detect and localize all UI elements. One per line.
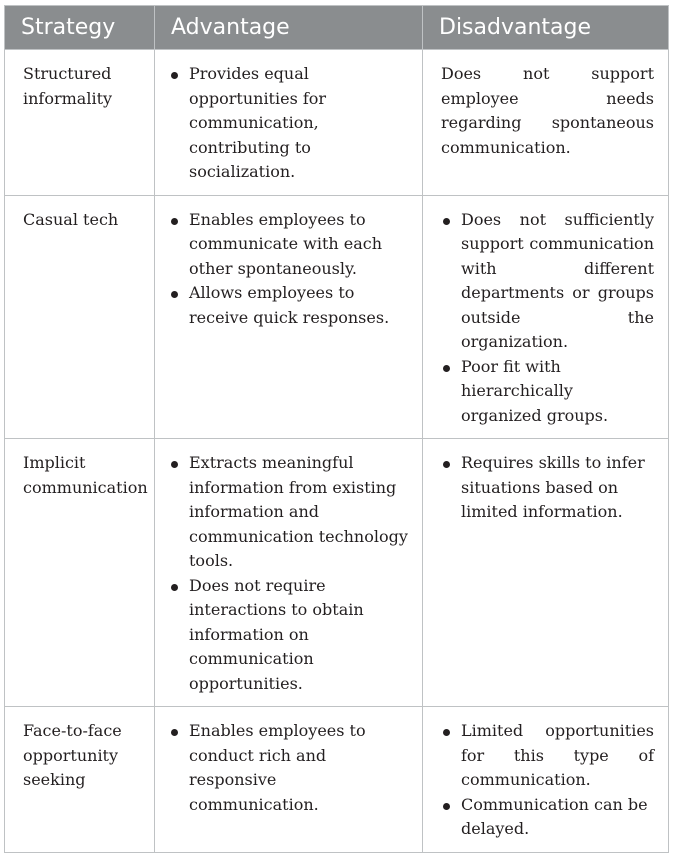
list-item: Enables employees to communicate with each other spontaneously.: [169, 208, 408, 282]
header-advantage: Advantage: [155, 6, 423, 50]
list-item: Communication can be delayed.: [441, 793, 654, 842]
table-row: [5, 707, 669, 853]
advantage-cell: [155, 195, 423, 439]
table-row: [5, 439, 669, 707]
list-item: Extracts meaningful information from existing information and communication technology tools.: [169, 451, 408, 574]
strategy-cell: Structured informality: [5, 50, 155, 196]
strategy-cell: Casual tech: [5, 195, 155, 439]
advantage-list: [169, 451, 408, 696]
list-item: Requires skills to infer situations based on limited information.: [441, 451, 654, 525]
disadvantage-list: [441, 719, 654, 842]
advantage-list: [169, 208, 408, 331]
advantage-list: [169, 719, 408, 817]
list-item: Allows employees to receive quick responses.: [169, 281, 408, 330]
header-row: [5, 6, 669, 50]
advantage-cell: [155, 50, 423, 196]
list-item: Enables employees to conduct rich and responsive communication.: [169, 719, 408, 817]
advantage-list: [169, 62, 408, 185]
disadvantage-cell: [423, 439, 669, 707]
header-disadvantage: Disadvantage: [423, 6, 669, 50]
strategy-cell: Face-to-face opportunity seeking: [5, 707, 155, 853]
list-item: Limited opportunities for this type of communication.: [441, 719, 654, 793]
advantage-cell: [155, 439, 423, 707]
strategy-cell: Implicit communication: [5, 439, 155, 707]
strategy-table: [4, 5, 669, 853]
list-item: Does not sufficiently support communication with different departments or groups outside the organization.: [441, 208, 654, 355]
table-row: [5, 50, 669, 196]
list-item: Poor fit with hierarchically organized groups.: [441, 355, 654, 429]
list-item: Provides equal opportunities for communication, contributing to socialization.: [169, 62, 408, 185]
disadvantage-cell: [423, 707, 669, 853]
disadvantage-cell: Does not support employee needs regarding spontaneous communication.: [423, 50, 669, 196]
list-item: Does not require interactions to obtain information on communication opportunities.: [169, 574, 408, 697]
header-strategy: Strategy: [5, 6, 155, 50]
disadvantage-list: [441, 208, 654, 429]
disadvantage-list: [441, 451, 654, 525]
disadvantage-cell: [423, 195, 669, 439]
table-row: [5, 195, 669, 439]
advantage-cell: [155, 707, 423, 853]
